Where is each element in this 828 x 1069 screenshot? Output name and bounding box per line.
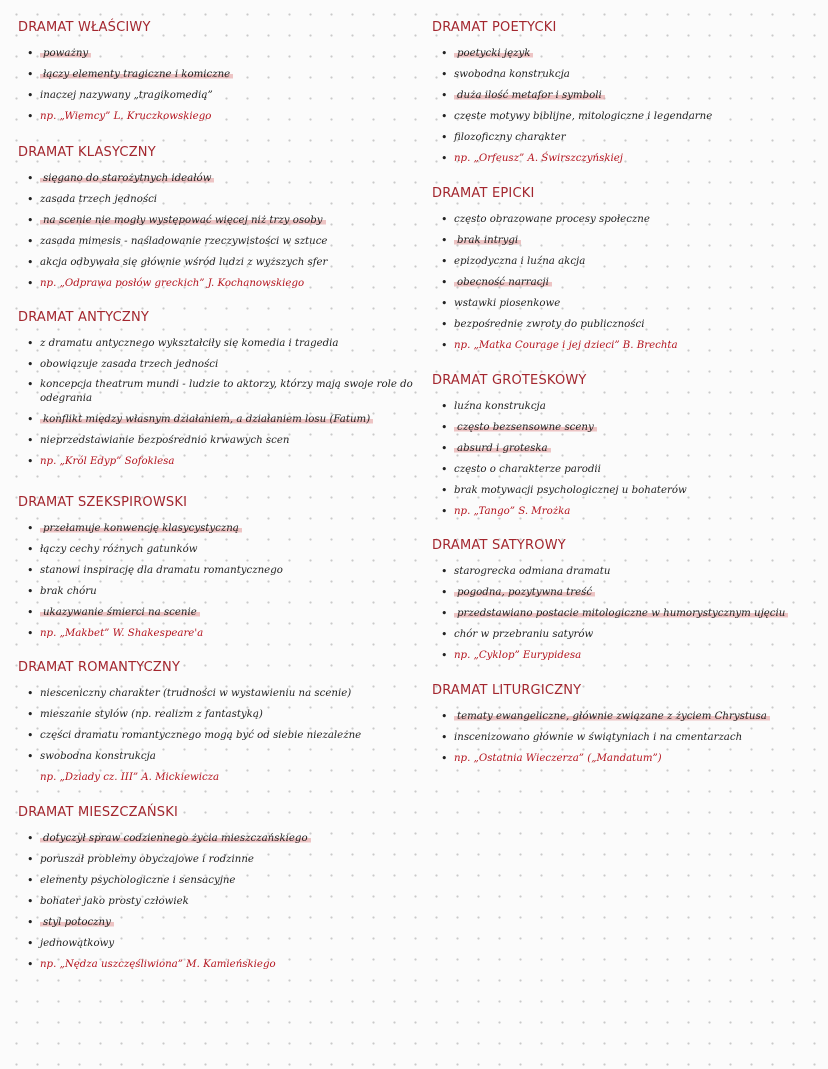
note-item [18, 767, 418, 788]
bullet-dot-icon: • [27, 627, 34, 640]
bullet-dot-icon: • [27, 193, 34, 206]
note-item [18, 409, 418, 430]
bullet-dot-icon: • [27, 729, 34, 742]
note-text: swobodna konstrukcja [40, 751, 156, 762]
note-item [432, 106, 822, 127]
note-item [432, 624, 822, 645]
note-list [432, 706, 822, 769]
bullet-dot-icon: • [27, 606, 34, 619]
note-item [18, 849, 418, 870]
bullet-dot-icon: • [441, 213, 448, 226]
note-text: łączy elementy tragiczne i komiczne [40, 69, 233, 80]
note-text: inaczej nazywany „tragikomedią” [40, 90, 213, 101]
note-item [432, 85, 822, 106]
bullet-dot-icon: • [441, 255, 448, 268]
note-text: zasada mimesis - naśladowanie rzeczywistości w sztuce [40, 236, 328, 247]
note-item [432, 64, 822, 85]
note-text: ukazywanie śmierci na scenie [40, 607, 200, 618]
section-dramat-groteskowy [432, 373, 822, 522]
note-list [18, 518, 418, 644]
bullet-dot-icon: • [27, 522, 34, 535]
note-item [18, 333, 418, 354]
note-item [432, 459, 822, 480]
bullet-dot-icon: • [27, 708, 34, 721]
bullet-dot-icon: • [441, 68, 448, 81]
note-item [432, 645, 822, 666]
bullet-dot-icon: • [27, 256, 34, 269]
bullet-dot-icon: • [27, 89, 34, 102]
example-text: np. „Wiemcy” L. Kruczkowskiego [40, 111, 212, 122]
note-text: filozoficzny charakter [454, 132, 566, 143]
note-text: niesceniczny charakter (trudności w wystawieniu na scenie) [40, 688, 352, 699]
note-text: duża ilość metafor i symboli [454, 90, 605, 101]
note-item [18, 912, 418, 933]
note-list [432, 209, 822, 356]
bullet-dot-icon: • [27, 585, 34, 598]
note-text: bezpośrednie zwroty do publiczności [454, 319, 645, 330]
note-list [432, 561, 822, 666]
note-item [432, 127, 822, 148]
bullet-dot-icon: • [441, 731, 448, 744]
note-item [432, 293, 822, 314]
bullet-dot-icon: • [441, 752, 448, 765]
note-text: konflikt między własnym działaniem, a działaniem losu (Fatum) [40, 414, 373, 425]
note-item [18, 378, 418, 406]
bullet-dot-icon: • [27, 958, 34, 971]
note-item [18, 870, 418, 891]
section-dramat-satyrowy [432, 538, 822, 666]
note-text: pogodna, pozytywna treść [454, 587, 595, 598]
bullet-dot-icon: • [27, 543, 34, 556]
note-text: dotyczył spraw codziennego życia mieszczańskiego [40, 833, 311, 844]
bullet-dot-icon: • [441, 628, 448, 641]
bullet-dot-icon: • [441, 339, 448, 352]
bullet-dot-icon: • [441, 152, 448, 165]
note-item [432, 706, 822, 727]
bullet-dot-icon: • [441, 110, 448, 123]
bullet-dot-icon: • [441, 297, 448, 310]
note-list [18, 168, 418, 294]
example-text: np. „Tango” S. Mrożka [454, 506, 571, 517]
note-item [432, 230, 822, 251]
note-item [432, 748, 822, 769]
note-text: poważny [40, 48, 91, 59]
bullet-dot-icon: • [27, 214, 34, 227]
note-text: stanowi inspirację dla dramatu romantycznego [40, 565, 283, 576]
bullet-dot-icon: • [27, 750, 34, 763]
note-item [18, 602, 418, 623]
section-heading: DRAMAT WŁAŚCIWY [18, 20, 151, 35]
bullet-dot-icon: • [441, 89, 448, 102]
note-text: akcja odbywała się głównie wśród ludzi z wyższych sfer [40, 257, 328, 268]
note-text: chór w przebraniu satyrów [454, 629, 594, 640]
section-heading: DRAMAT SATYROWY [432, 538, 566, 553]
section-dramat-mieszczanski [18, 805, 418, 975]
bullet-dot-icon: • [27, 337, 34, 350]
note-item [18, 891, 418, 912]
bullet-dot-icon: • [27, 937, 34, 950]
note-text: z dramatu antycznego wykształciły się komedia i tragedia [40, 338, 339, 349]
note-item [432, 501, 822, 522]
bullet-dot-icon: • [27, 172, 34, 185]
example-text: np. „Dziady cz. III” A. Mickiewicza [40, 772, 220, 783]
note-item [18, 273, 418, 294]
section-dramat-romantyczny [18, 660, 418, 788]
bullet-dot-icon: • [27, 235, 34, 248]
note-text: części dramatu romantycznego mogą być od siebie niezależne [40, 730, 362, 741]
note-item [18, 560, 418, 581]
bullet-dot-icon: • [27, 47, 34, 60]
note-text: starogrecka odmiana dramatu [454, 566, 611, 577]
note-item [18, 518, 418, 539]
bullet-dot-icon: • [441, 710, 448, 723]
note-text: często bezsensowne sceny [454, 422, 597, 433]
note-item [18, 623, 418, 644]
note-text: absurd i groteska [454, 443, 551, 454]
note-text: tematy ewangeliczne, głównie związane z życiem Chrystusa [454, 711, 770, 722]
section-heading: DRAMAT MIESZCZAŃSKI [18, 805, 179, 820]
bullet-dot-icon: • [27, 916, 34, 929]
note-list [432, 396, 822, 522]
note-item [18, 189, 418, 210]
bullet-dot-icon: • [27, 434, 34, 447]
note-item [432, 480, 822, 501]
section-heading: DRAMAT KLASYCZNY [18, 145, 156, 160]
note-list [18, 333, 418, 472]
section-heading: DRAMAT ANTYCZNY [18, 310, 150, 325]
note-item [432, 727, 822, 748]
note-text: często obrazowane procesy społeczne [454, 214, 650, 225]
note-text: przedstawiano postacie mitologiczne w humorystycznym ujęciu [454, 608, 788, 619]
note-item [432, 43, 822, 64]
section-heading: DRAMAT POETYCKI [432, 20, 557, 35]
example-text: np. „Makbet” W. Shakespeare'a [40, 628, 204, 639]
section-dramat-epicki [432, 186, 822, 356]
note-text: brak chóru [40, 586, 97, 597]
example-text: np. „Ostatnia Wieczerza” („Mandatum”) [454, 753, 662, 764]
note-item [432, 561, 822, 582]
note-text: styl potoczny [40, 917, 114, 928]
bullet-dot-icon: • [27, 895, 34, 908]
note-item [18, 430, 418, 451]
bullet-dot-icon: • [441, 234, 448, 247]
note-list [18, 43, 418, 127]
bullet-dot-icon: • [441, 505, 448, 518]
note-text: nieprzedstawianie bezpośrednio krwawych scen [40, 435, 290, 446]
section-dramat-liturgiczny [432, 683, 822, 769]
note-text: brak motywacji psychologicznej u bohaterów [454, 485, 687, 496]
note-text: brak intrygi [454, 235, 521, 246]
note-text: sięgano do starożytnych ideałów [40, 173, 214, 184]
bullet-dot-icon: • [27, 277, 34, 290]
note-text: poruszał problemy obyczajowe i rodzinne [40, 854, 254, 865]
note-text: często o charakterze parodii [454, 464, 601, 475]
bullet-dot-icon: • [441, 463, 448, 476]
note-item [18, 64, 418, 85]
example-text: np. „Cyklop” Eurypidesa [454, 650, 582, 661]
note-item [18, 451, 418, 472]
section-heading: DRAMAT SZEKSPIROWSKI [18, 495, 188, 510]
note-text: łączy cechy różnych gatunków [40, 544, 198, 555]
bullet-dot-icon: • [27, 413, 34, 426]
section-dramat-poetycki [432, 20, 822, 169]
note-item [432, 396, 822, 417]
note-item [18, 168, 418, 189]
note-item [432, 335, 822, 356]
example-text: np. „Orfeusz” A. Świrszczyńskiej [454, 153, 623, 164]
note-text: luźna konstrukcja [454, 401, 546, 412]
bullet-dot-icon: • [441, 318, 448, 331]
note-text: na scenie nie mogły występować więcej niż trzy osoby [40, 215, 326, 226]
note-item [18, 746, 418, 767]
bullet-dot-icon: • [441, 131, 448, 144]
note-text: obowiązuje zasada trzech jedności [40, 359, 219, 370]
note-item [18, 828, 418, 849]
note-item [18, 252, 418, 273]
bullet-dot-icon: • [441, 586, 448, 599]
bullet-dot-icon: • [27, 68, 34, 81]
bullet-dot-icon: • [441, 47, 448, 60]
note-text: bohater jako prosty człowiek [40, 896, 189, 907]
bullet-dot-icon: • [27, 832, 34, 845]
bullet-dot-icon: • [27, 564, 34, 577]
bullet-dot-icon: • [27, 687, 34, 700]
note-item [432, 438, 822, 459]
bullet-dot-icon: • [27, 455, 34, 468]
note-item [18, 106, 418, 127]
note-text: wstawki piosenkowe [454, 298, 561, 309]
bullet-dot-icon: • [441, 649, 448, 662]
note-text: przełamuje konwencję klasycystyczną [40, 523, 242, 534]
section-dramat-szekspirowski [18, 495, 418, 644]
note-item [18, 85, 418, 106]
note-item [432, 148, 822, 169]
note-item [18, 210, 418, 231]
note-list [18, 828, 418, 975]
bullet-dot-icon: • [27, 110, 34, 123]
bullet-dot-icon: • [441, 276, 448, 289]
note-text: koncepcja theatrum mundi - ludzie to aktorzy, którzy mają swoje role do odegrania [40, 379, 413, 404]
section-heading: DRAMAT EPICKI [432, 186, 535, 201]
bullet-dot-icon: • [441, 400, 448, 413]
bullet-dot-icon: • [27, 378, 34, 391]
note-text: swobodna konstrukcja [454, 69, 570, 80]
example-text: np. „Nędza uszczęśliwiona” M. Kamieńskiego [40, 959, 276, 970]
example-text: np. „Matka Courage i jej dzieci” B. Brechta [454, 340, 678, 351]
note-item [18, 704, 418, 725]
note-item [18, 43, 418, 64]
note-item [432, 603, 822, 624]
note-text: obecność narracji [454, 277, 552, 288]
section-heading: DRAMAT GROTESKOWY [432, 373, 587, 388]
note-item [18, 354, 418, 375]
example-text: np. „Odprawa posłów greckich” J. Kochanowskiego [40, 278, 305, 289]
note-item [432, 251, 822, 272]
bullet-dot-icon: • [441, 484, 448, 497]
note-item [18, 683, 418, 704]
note-item [18, 725, 418, 746]
bullet-dot-icon: • [441, 565, 448, 578]
note-text: zasada trzech jedności [40, 194, 158, 205]
note-item [432, 272, 822, 293]
example-text: np. „Król Edyp” Sofoklesa [40, 456, 175, 467]
note-item [18, 539, 418, 560]
note-item [432, 209, 822, 230]
section-dramat-antyczny [18, 310, 418, 472]
bullet-dot-icon: • [27, 874, 34, 887]
note-text: epizodyczna i luźna akcja [454, 256, 586, 267]
note-item [432, 314, 822, 335]
section-dramat-wlasciwy [18, 20, 418, 127]
bullet-dot-icon: • [441, 421, 448, 434]
note-text: jednowątkowy [40, 938, 115, 949]
bullet-dot-icon: • [441, 442, 448, 455]
section-heading: DRAMAT ROMANTYCZNY [18, 660, 181, 675]
bullet-dot-icon: • [441, 607, 448, 620]
section-dramat-klasyczny [18, 145, 418, 294]
note-text: inscenizowano głównie w świątyniach i na cmentarzach [454, 732, 743, 743]
note-list [432, 43, 822, 169]
note-item [18, 933, 418, 954]
note-text: częste motywy biblijne, mitologiczne i legendarne [454, 111, 713, 122]
section-heading: DRAMAT LITURGICZNY [432, 683, 582, 698]
note-list [18, 683, 418, 788]
note-text: poetycki język [454, 48, 533, 59]
note-item [18, 954, 418, 975]
note-item [18, 231, 418, 252]
note-text: elementy psychologiczne i sensacyjne [40, 875, 236, 886]
note-item [18, 581, 418, 602]
note-item [432, 417, 822, 438]
note-text: mieszanie stylów (np. realizm z fantastyką) [40, 709, 263, 720]
note-item [432, 582, 822, 603]
bullet-dot-icon: • [27, 853, 34, 866]
bullet-dot-icon: • [27, 358, 34, 371]
